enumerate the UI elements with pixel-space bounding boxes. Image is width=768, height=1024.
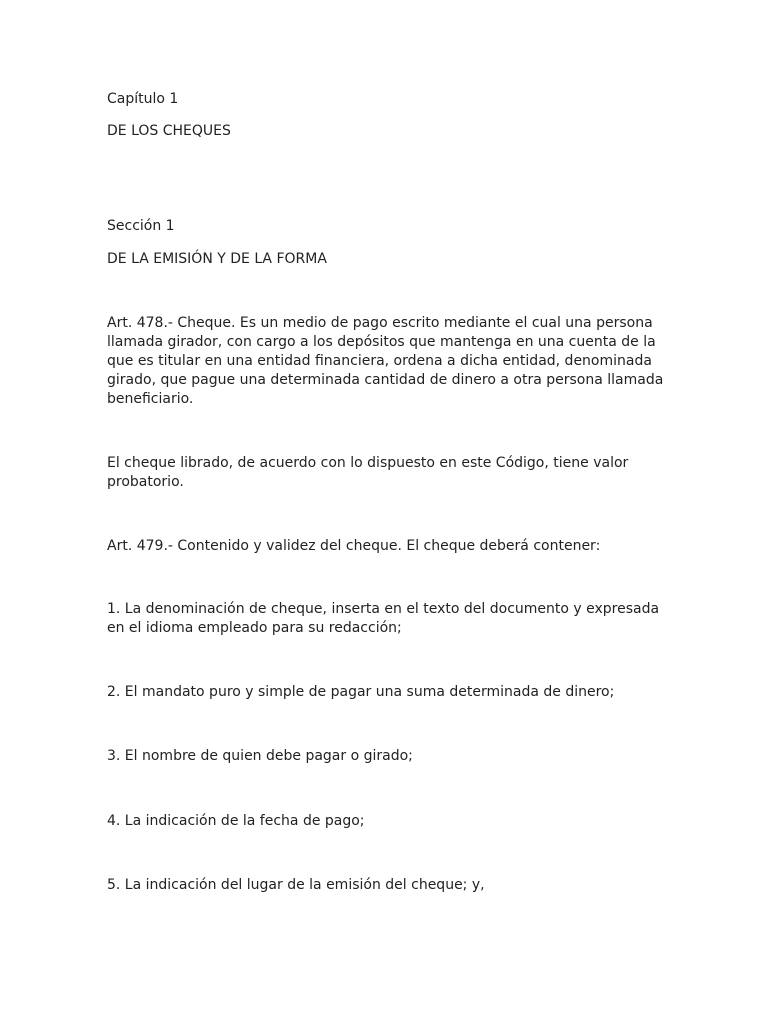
paragraph-line: beneficiario. bbox=[107, 391, 194, 407]
paragraph-line: El cheque librado, de acuerdo con lo dispuesto en este Código, tiene valor bbox=[107, 455, 629, 471]
paragraph-line: que es titular en una entidad financiera, ordena a dicha entidad, denominada bbox=[107, 353, 652, 369]
list-item-line: 4. La indicación de la fecha de pago; bbox=[107, 813, 365, 829]
section-title: DE LA EMISIÓN Y DE LA FORMA bbox=[107, 251, 327, 267]
paragraph-line: girado, que pague una determinada cantidad de dinero a otra persona llamada bbox=[107, 372, 664, 388]
list-item-line: 1. La denominación de cheque, inserta en el texto del documento y expresada bbox=[107, 601, 660, 617]
chapter-title: DE LOS CHEQUES bbox=[107, 123, 231, 139]
paragraph-line: probatorio. bbox=[107, 474, 184, 490]
chapter-label: Capítulo 1 bbox=[107, 91, 179, 107]
list-item-line: en el idioma empleado para su redacción; bbox=[107, 620, 402, 636]
list-item-line: 3. El nombre de quien debe pagar o girado; bbox=[107, 748, 413, 764]
section-label: Sección 1 bbox=[107, 218, 175, 234]
list-item-line: 2. El mandato puro y simple de pagar una suma determinada de dinero; bbox=[107, 684, 615, 700]
paragraph-line: llamada girador, con cargo a los depósitos que mantenga en una cuenta de la bbox=[107, 334, 656, 350]
paragraph-line: Art. 478.- Cheque. Es un medio de pago escrito mediante el cual una persona bbox=[107, 315, 653, 331]
paragraph-line: Art. 479.- Contenido y validez del cheque. El cheque deberá contener: bbox=[107, 538, 601, 554]
list-item-line: 5. La indicación del lugar de la emisión del cheque; y, bbox=[107, 877, 485, 893]
